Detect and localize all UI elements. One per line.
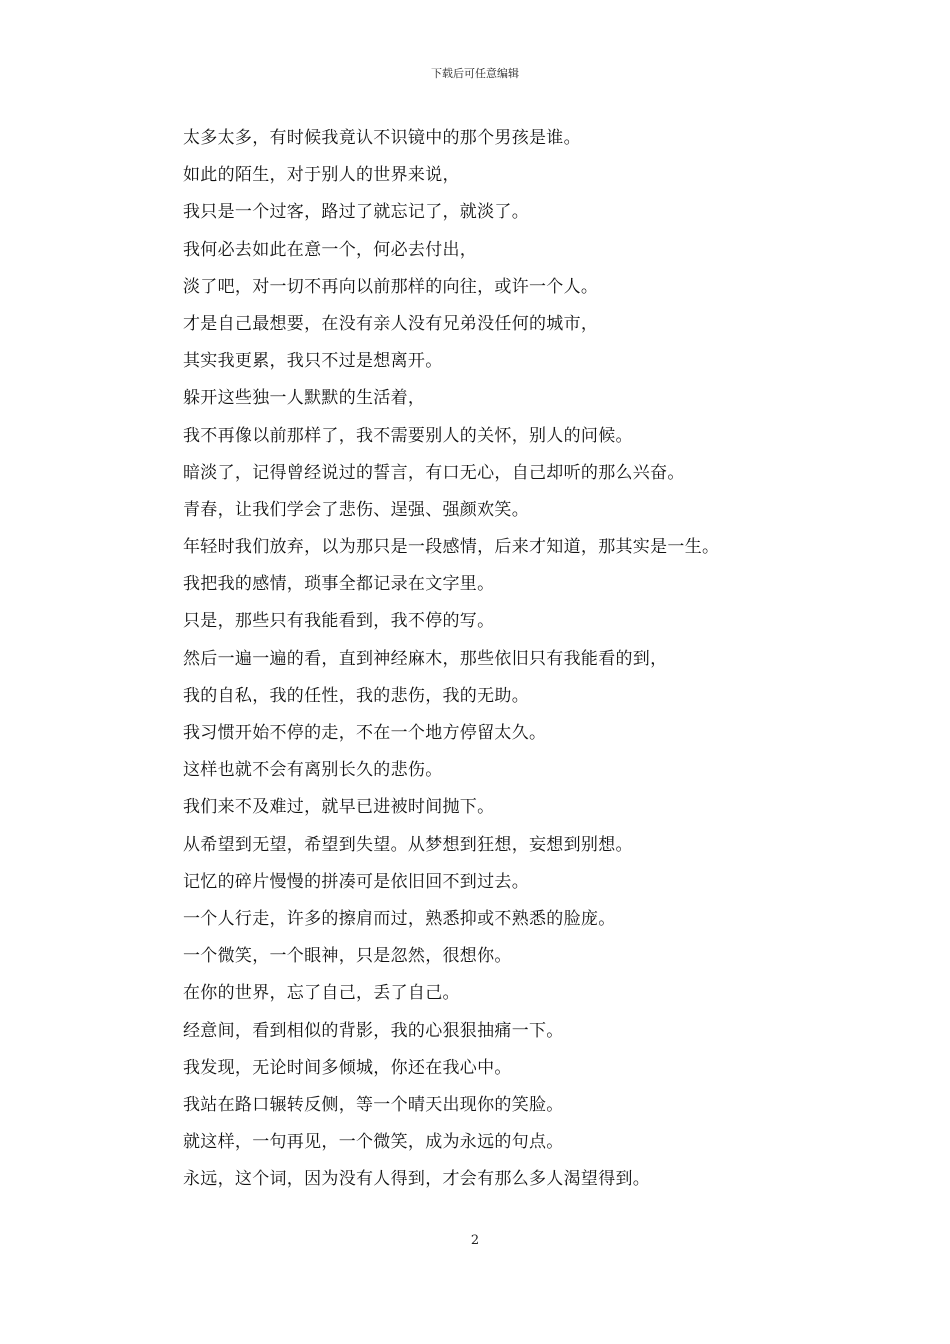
text-line: 如此的陌生，对于别人的世界来说，	[183, 165, 460, 186]
body-text	[183, 124, 803, 1202]
text-line: 只是，那些只有我能看到，我不停的写。	[183, 611, 495, 632]
text-line: 我只是一个过客，路过了就忘记了，就淡了。	[183, 202, 529, 223]
text-line: 暗淡了，记得曾经说过的誓言，有口无心，自己却听的那么兴奋。	[183, 462, 685, 483]
text-line: 青春，让我们学会了悲伤、逞强、强颜欢笑。	[183, 499, 529, 520]
text-line: 我习惯开始不停的走，不在一个地方停留太久。	[183, 723, 547, 743]
text-line: 经意间，看到相似的背影，我的心狠狠抽痛一下。	[183, 1020, 564, 1041]
text-line: 我们来不及难过，就早已进被时间抛下。	[183, 797, 495, 818]
page-number: 2	[470, 1233, 480, 1248]
text-line: 在你的世界，忘了自己，丢了自己。	[183, 983, 460, 1004]
text-line: 这样也就不会有离别长久的悲伤。	[183, 760, 443, 781]
text-line: 记忆的碎片慢慢的拼凑可是依旧回不到过去。	[183, 871, 529, 892]
text-line: 我的自私，我的任性，我的悲伤，我的无助。	[183, 685, 529, 706]
text-line: 我站在路口辗转反侧，等一个晴天出现你的笑脸。	[183, 1094, 564, 1115]
text-line: 年轻时我们放弃，以为那只是一段感情，后来才知道，那其实是一生。	[183, 537, 720, 558]
text-line: 从希望到无望，希望到失望。从梦想到狂想，妄想到别想。	[183, 834, 633, 855]
text-line: 我何必去如此在意一个，何必去付出，	[183, 239, 478, 260]
text-line: 太多太多，有时候我竟认不识镜中的那个男孩是谁。	[183, 128, 581, 148]
text-line: 然后一遍一遍的看，直到神经麻木，那些依旧只有我能看的到，	[183, 648, 668, 669]
text-line: 就这样，一句再见，一个微笑，成为永远的句点。	[183, 1132, 564, 1153]
text-line: 躲开这些独一人默默的生活着，	[183, 388, 426, 409]
text-line: 永远，这个词，因为没有人得到，才会有那么多人渴望得到。	[183, 1169, 651, 1190]
text-line: 淡了吧，对一切不再向以前那样的向往，或许一个人。	[183, 276, 599, 297]
text-line: 一个人行走，许多的擦肩而过，熟悉抑或不熟悉的脸庞。	[183, 908, 616, 929]
text-line: 一个微笑，一个眼神，只是忽然，很想你。	[183, 946, 512, 967]
text-line: 才是自己最想要，在没有亲人没有兄弟没任何的城市，	[183, 313, 599, 334]
text-line: 我发现，无论时间多倾城，你还在我心中。	[183, 1057, 512, 1078]
text-line: 我不再像以前那样了，我不需要别人的关怀，别人的问候。	[183, 425, 633, 446]
text-line: 我把我的感情，琐事全都记录在文字里。	[183, 574, 495, 595]
page-header: 下载后可任意编辑	[431, 67, 519, 80]
text-line: 其实我更累，我只不过是想离开。	[183, 351, 443, 372]
